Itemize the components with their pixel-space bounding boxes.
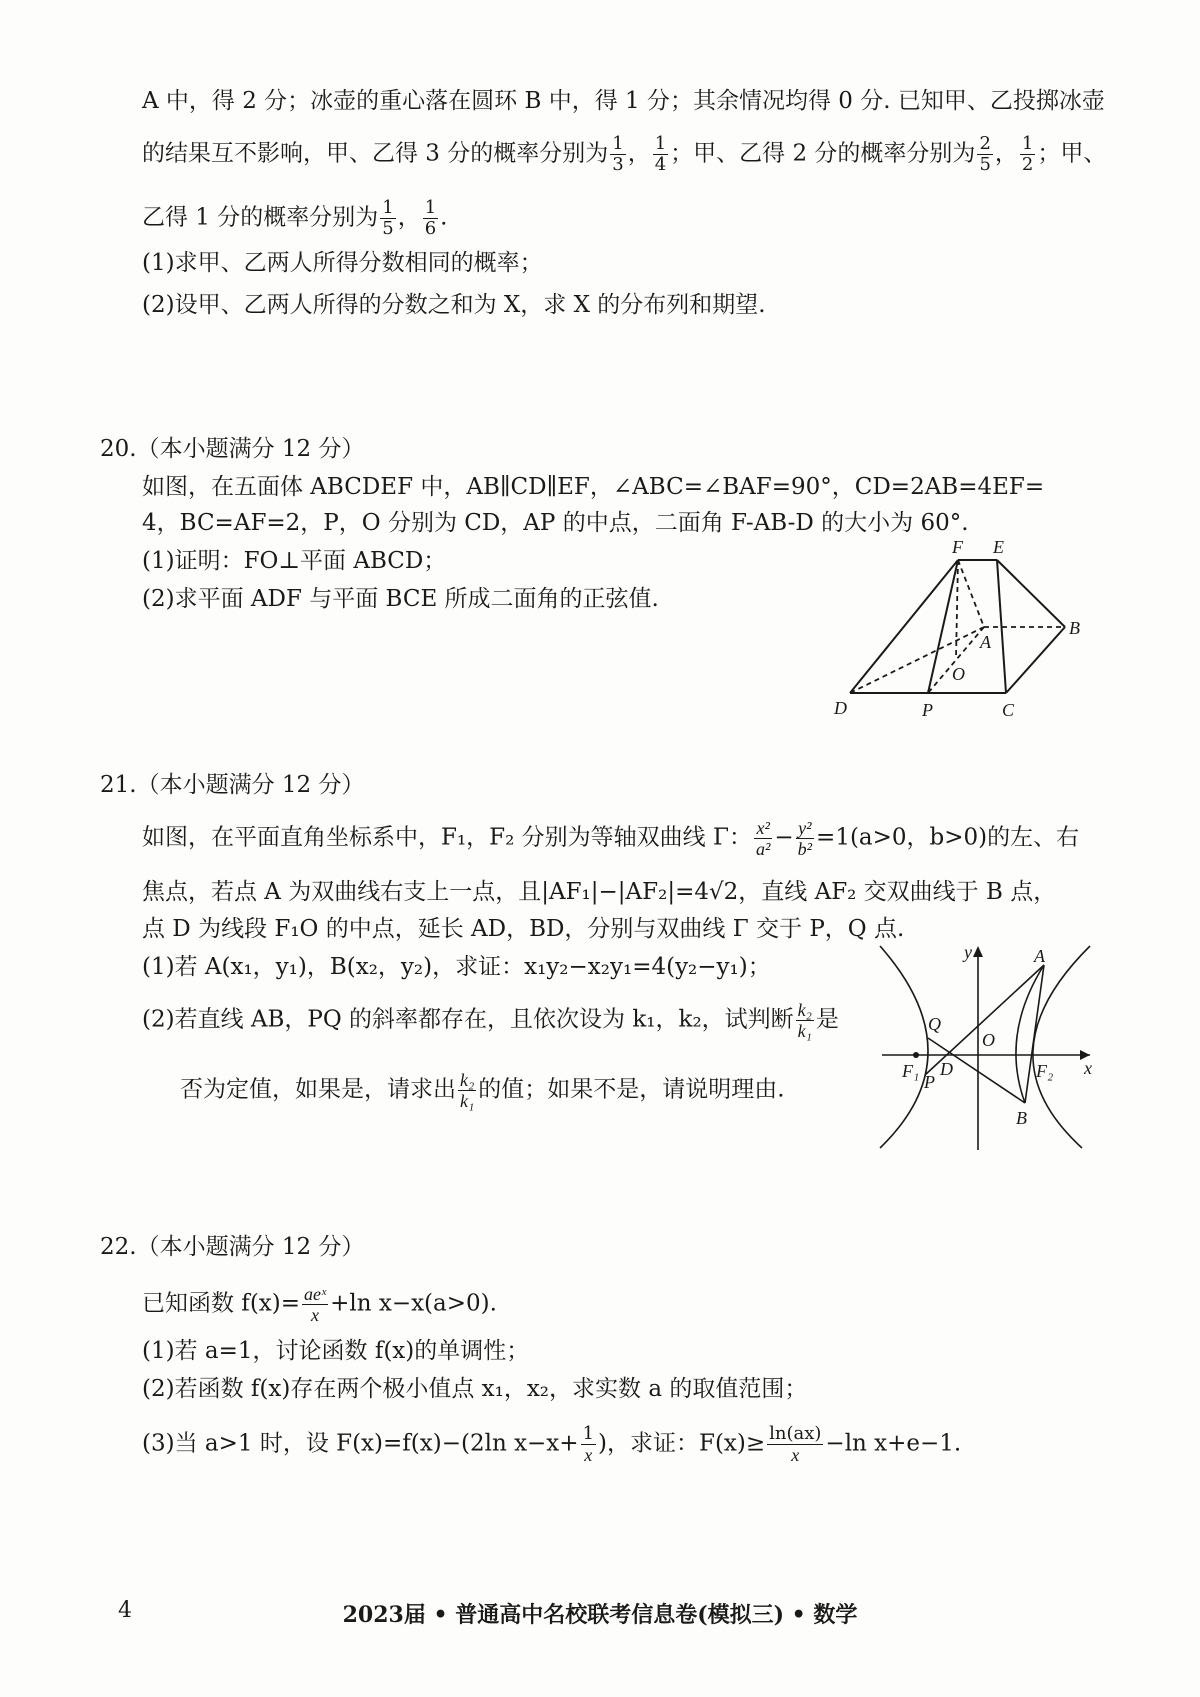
denominator: 6 <box>424 218 437 239</box>
denominator: k₁ <box>460 1091 475 1111</box>
label-D: D <box>940 1059 953 1079</box>
label-O: O <box>952 664 965 684</box>
denominator: x <box>584 1445 593 1465</box>
label-B: B <box>1069 618 1080 638</box>
page-number: 4 <box>118 1598 132 1623</box>
denominator: k₁ <box>797 1021 812 1041</box>
label-A: A <box>1034 946 1045 966</box>
fraction <box>302 1284 328 1325</box>
q21-part2-text: 否为定值，如果是，请求出 <box>180 1076 456 1103</box>
fraction <box>581 1424 596 1465</box>
denominator: x <box>311 1305 320 1325</box>
q21-part2-text: 是 <box>815 1006 839 1033</box>
numerator: 1 <box>654 133 667 154</box>
hyperbola-figure <box>870 935 1100 1155</box>
q22-line1 <box>142 1284 497 1325</box>
q21-header: 21.（本小题满分 12 分） <box>100 772 365 798</box>
q21-line1-text: 如图，在平面直角坐标系中，F₁，F₂ 分别为等轴双曲线 Γ： <box>142 824 752 851</box>
q22-part3-text: )，求证：F(x)≥ <box>598 1430 766 1457</box>
denominator: b² <box>797 839 813 859</box>
q22-part3-text: (3)当 a>1 时，设 F(x)=f(x)−(2ln x−x+ <box>142 1430 579 1457</box>
fraction <box>1020 134 1035 175</box>
q21-part1: (1)若 A(x₁，y₁)，B(x₂，y₂)，求证：x₁y₂−x₂y₁=4(y₂−y₁)； <box>142 954 771 980</box>
numerator: 1 <box>424 197 437 218</box>
label-P: P <box>924 1072 935 1092</box>
numerator: ln(ax) <box>769 1423 822 1444</box>
label-x: x <box>1084 1058 1092 1078</box>
q22-part2: (2)若函数 f(x)存在两个极小值点 x₁，x₂，求实数 a 的取值范围； <box>142 1376 808 1402</box>
numerator: x² <box>754 818 772 839</box>
label-F2: F₂ <box>1036 1061 1054 1081</box>
label-C: C <box>1002 700 1015 720</box>
denominator: 5 <box>979 154 991 175</box>
label-A: A <box>980 632 991 652</box>
pentahedron-figure <box>820 530 1120 740</box>
fraction <box>796 818 814 859</box>
label-B: B <box>1016 1108 1027 1128</box>
denominator: 2 <box>1021 154 1034 175</box>
label-D: D <box>834 698 847 718</box>
fraction <box>423 198 438 239</box>
fraction <box>767 1424 823 1465</box>
q22-part3-text: −ln x+e−1. <box>825 1430 962 1457</box>
label-F: F <box>952 537 963 557</box>
q20-header: 20.（本小题满分 12 分） <box>100 436 365 462</box>
fraction <box>754 818 772 859</box>
q21-part2-cont <box>180 1070 785 1111</box>
q19-line2-text: ；甲、 <box>1037 140 1107 167</box>
footer-title: 2023届 • 普通高中名校联考信息卷(模拟三) • 数学 <box>342 1602 858 1628</box>
numerator: k₂ <box>460 1070 475 1090</box>
fraction <box>653 134 668 175</box>
numerator: y² <box>796 818 814 839</box>
minus-sign: − <box>774 824 794 851</box>
q19-line2-text: 的结果互不影响，甲、乙得 3 分的概率分别为 <box>142 140 609 167</box>
q19-line2-text: ；甲、乙得 2 分的概率分别为 <box>670 140 976 167</box>
denominator: 4 <box>654 154 667 175</box>
denominator: x <box>791 1445 800 1465</box>
numerator: 1 <box>582 1423 595 1444</box>
q22-part3 <box>142 1424 961 1465</box>
q21-part2 <box>142 1000 839 1041</box>
q19-line2: 的结果互不影响，甲、乙得 3 分的概率分别为 $\frac{1}{3}$ ， $\frac{1}{4}$ ；甲、乙得 2 分的概率分别为 $\frac{2}{5}$ ， $\frac{1}{2}$ ；甲、 <box>142 133 1107 175</box>
q21-line2: 焦点，若点 A 为双曲线右支上一点，且|AF₁|−|AF₂|=4√2，直线 AF₂ 交双曲线于 B 点， <box>142 879 1057 905</box>
numerator: k₂ <box>797 1000 812 1020</box>
q22-header: 22.（本小题满分 12 分） <box>100 1234 365 1260</box>
numerator: 1 <box>612 133 624 154</box>
q20-line2: 4，BC=AF=2，P，O 分别为 CD，AP 的中点，二面角 F-AB-D 的大小为 60°. <box>142 510 969 536</box>
numerator: 1 <box>382 197 394 218</box>
q20-line1: 如图，在五面体 ABCDEF 中，AB∥CD∥EF，∠ABC=∠BAF=90°，CD=2AB=4EF= <box>142 474 1045 500</box>
label-P: P <box>922 700 933 720</box>
q21-part2-text: (2)若直线 AB，PQ 的斜率都存在，且依次设为 k₁，k₂，试判断 <box>142 1006 794 1033</box>
q19-line3-text: . <box>440 204 448 231</box>
q21-line1 <box>142 818 1079 859</box>
q22-line1-text: 已知函数 f(x)= <box>142 1290 301 1317</box>
numerator: 1 <box>1021 133 1034 154</box>
label-Q: Q <box>928 1014 941 1034</box>
q20-part2: (2)求平面 ADF 与平面 BCE 所成二面角的正弦值. <box>142 586 659 612</box>
q21-line3: 点 D 为线段 F₁O 的中点，延长 AD，BD，分别与双曲线 Γ 交于 P，Q 点. <box>142 916 905 942</box>
numerator: aeˣ <box>304 1284 327 1304</box>
label-O: O <box>982 1030 995 1050</box>
q19-part1: (1)求甲、乙两人所得分数相同的概率； <box>142 250 543 276</box>
fraction <box>796 1000 814 1041</box>
fraction <box>458 1070 476 1111</box>
label-E: E <box>993 537 1004 557</box>
fraction <box>380 198 395 239</box>
fraction <box>610 134 625 175</box>
denominator: a² <box>755 839 771 859</box>
q19-line1: A 中，得 2 分；冰壶的重心落在圆环 B 中，得 1 分；其余情况均得 0 分. 已知甲、乙投掷冰壶 <box>142 88 1105 114</box>
denominator: 5 <box>382 218 394 239</box>
numerator: 2 <box>979 133 991 154</box>
q19-part2: (2)设甲、乙两人所得的分数之和为 X，求 X 的分布列和期望. <box>142 292 766 318</box>
label-y: y <box>964 942 972 962</box>
label-F1: F₁ <box>902 1061 920 1081</box>
q19-line3-text: 乙得 1 分的概率分别为 <box>142 204 379 231</box>
q22-line1-text: +ln x−x(a>0). <box>330 1290 497 1317</box>
q19-line3: 乙得 1 分的概率分别为 $\frac{1}{5}$ ， $\frac{1}{6}$ . <box>142 197 448 239</box>
denominator: 3 <box>612 154 624 175</box>
fraction <box>977 134 992 175</box>
q21-part2-text: 的值；如果不是，请说明理由. <box>478 1076 785 1103</box>
q22-part1: (1)若 a=1，讨论函数 f(x)的单调性； <box>142 1338 530 1364</box>
q21-line1-text: =1(a>0，b>0)的左、右 <box>816 824 1080 851</box>
q20-part1: (1)证明：FO⊥平面 ABCD； <box>142 548 447 574</box>
